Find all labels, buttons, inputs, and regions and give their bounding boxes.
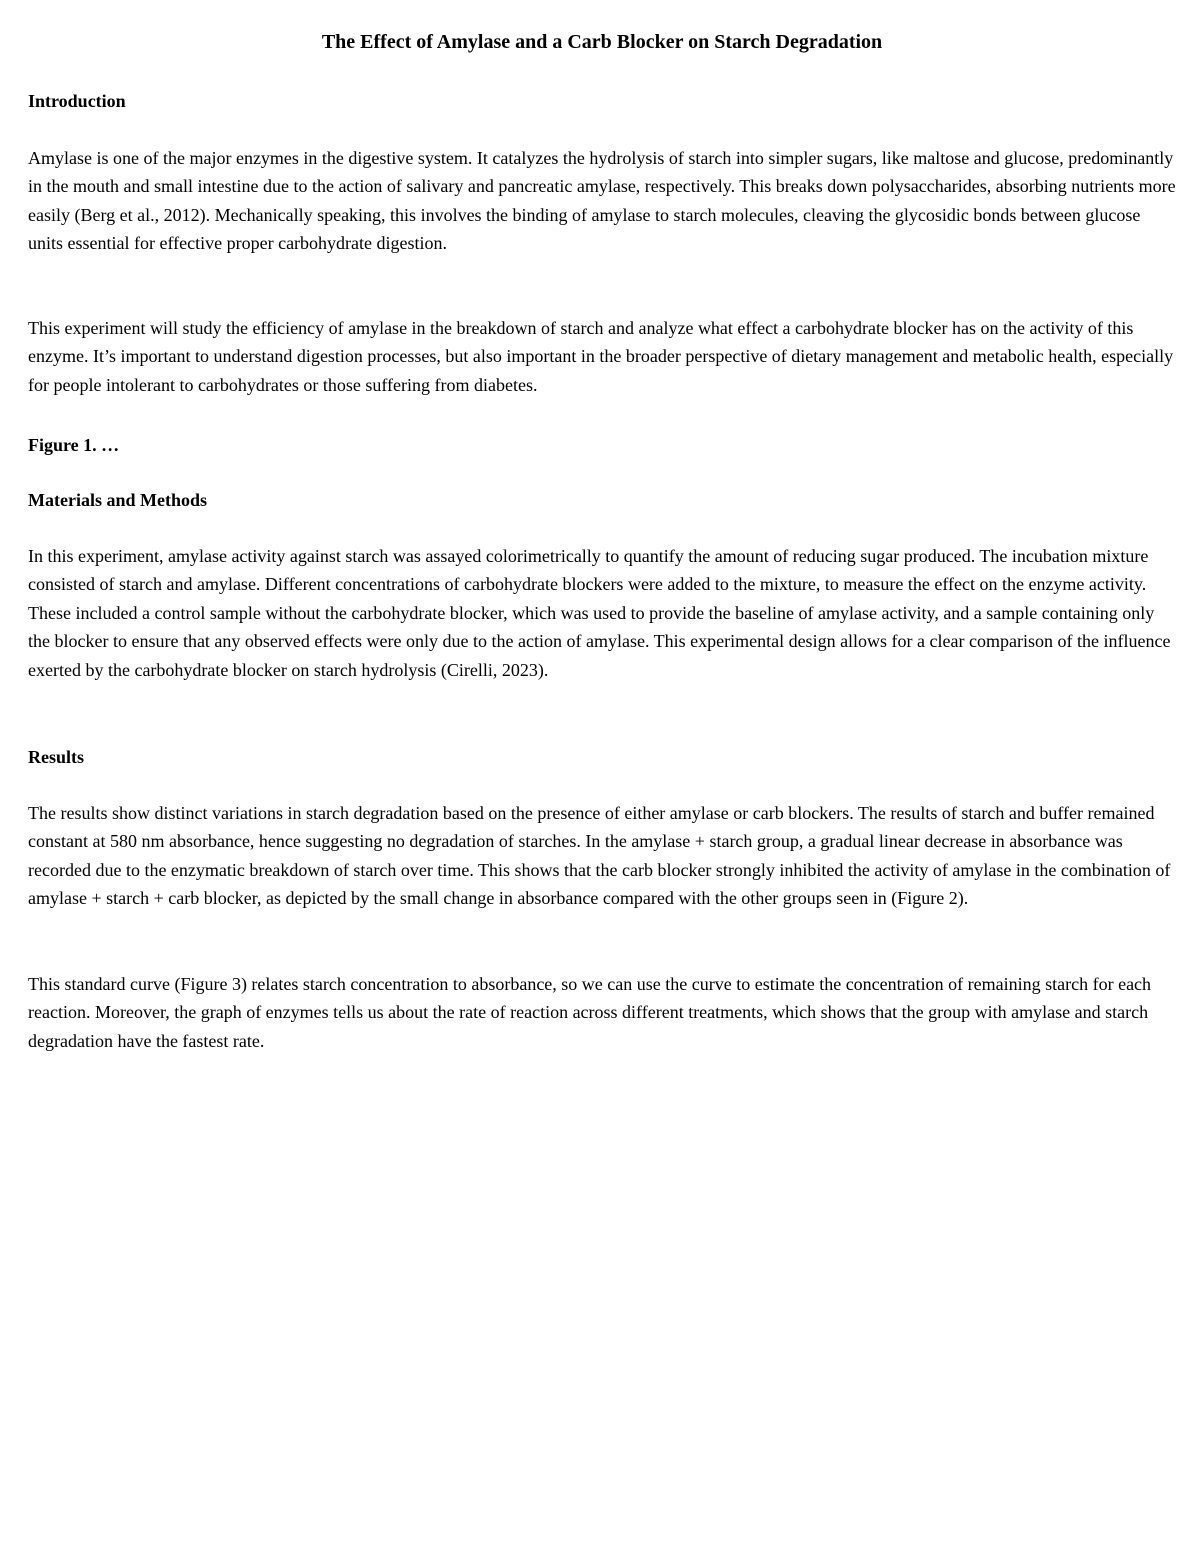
paragraph-methods-1: In this experiment, amylase activity against starch was assayed colorimetrically to quantify the amount of reducing sugar produced. The incubation mixture consisted of starch and amylase. Different concentrations of carbohydrate blockers were added to the mixture, to measure the effect on the enzyme activity. These included a control sample without the carbohydrate blocker, which was used to provide the baseline of amylase activity, and a sample containing only the blocker to ensure that any observed effects were only due to the action of amylase. This experimental design allows for a clear comparison of the influence exerted by the carbohydrate blocker on starch hydrolysis (Cirelli, 2023). <box>28 546 1171 680</box>
section-heading-materials-methods: Materials and Methods <box>28 490 207 510</box>
document-title: The Effect of Amylase and a Carb Blocker on Starch Degradation <box>321 31 883 53</box>
paragraph-results-1: The results show distinct variations in starch degradation based on the presence of either amylase or carb blockers. The results of starch and buffer remained constant at 580 nm absorbance, hence suggesting no degradation of starches. In the amylase + starch group, a gradual linear decrease in absorbance was recorded due to the enzymatic breakdown of starch over time. This shows that the carb blocker strongly inhibited the activity of amylase in the combination of amylase + starch + carb blocker, as depicted by the small change in absorbance compared with the other groups seen in (Figure 2). <box>28 803 1171 909</box>
paragraph-introduction-2: This experiment will study the efficiency of amylase in the breakdown of starch and analyze what effect a carbohydrate blocker has on the activity of this enzyme. It’s important to understand digestion processes, but also important in the broader perspective of dietary management and metabolic health, especially for people intolerant to carbohydrates or those suffering from diabetes. <box>28 318 1174 395</box>
paragraph-introduction-1: Amylase is one of the major enzymes in the digestive system. It catalyzes the hydrolysis of starch into simpler sugars, like maltose and glucose, predominantly in the mouth and small intestine due to the action of salivary and pancreatic amylase, respectively. This breaks down polysaccharides, absorbing nutrients more easily (Berg et al., 2012). Mechanically speaking, this involves the binding of amylase to starch molecules, cleaving the glycosidic bonds between glucose units essential for effective proper carbohydrate digestion. <box>28 148 1176 254</box>
paragraph-results-2: This standard curve (Figure 3) relates starch concentration to absorbance, so we can use the curve to estimate the concentration of remaining starch for each reaction. Moreover, the graph of enzymes tells us about the rate of reaction across different treatments, which shows that the group with amylase and starch degradation have the fastest rate. <box>28 974 1152 1051</box>
section-heading-introduction: Introduction <box>28 91 126 111</box>
section-heading-results: Results <box>28 747 85 767</box>
figure-1-caption: Figure 1. … <box>28 435 120 455</box>
